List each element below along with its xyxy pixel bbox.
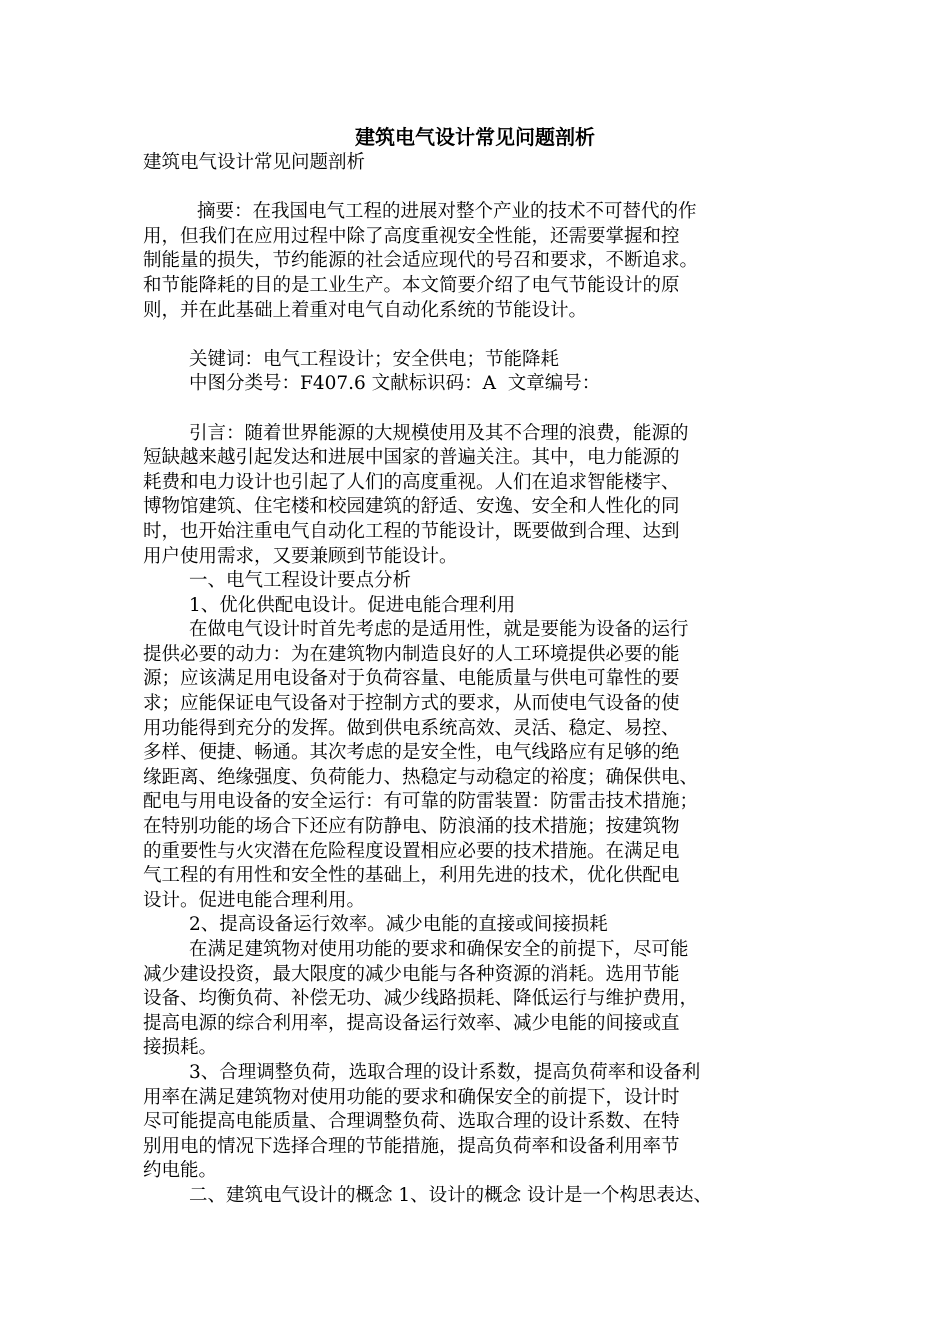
intro-line: 时，也开始注重电气自动化工程的节能设计，既要做到合理、达到 [143, 520, 680, 542]
point2-line: 在满足建筑物对使用功能的要求和确保安全的前提下，尽可能 [189, 939, 689, 960]
keywords-line: 关键词：电气工程设计；安全供电；节能降耗 [189, 348, 560, 370]
point1-line: 求；应能保证电气设备对于控制方式的要求，从而使电气设备的使 [143, 693, 680, 715]
abstract-line: 制能量的损失，节约能源的社会适应现代的号召和要求，不断追求。 [143, 250, 699, 272]
point3-paragraph [143, 1061, 818, 1184]
section1-heading: 一、电气工程设计要点分析 [189, 570, 412, 592]
abstract-line: 用，但我们在应用过程中除了高度重视安全性能，还需要掌握和控 [143, 225, 680, 247]
point2-line: 设备、均衡负荷、补偿无功、减少线路损耗、降低运行与维护费用， [143, 988, 699, 1010]
intro-line: 博物馆建筑、住宅楼和校园建筑的舒适、安逸、安全和人性化的同 [143, 496, 680, 518]
point1-line: 源；应该满足用电设备对于负荷容量、电能质量与供电可靠性的要 [143, 668, 680, 690]
point1-line: 在做电气设计时首先考虑的是适用性，就是要能为设备的运行 [189, 619, 689, 641]
abstract-line: 和节能降耗的目的是工业生产。本文简要介绍了电气节能设计的原 [143, 274, 680, 296]
blank-line [143, 397, 818, 422]
point3-line: 用率在满足建筑物对使用功能的要求和确保安全的前提下，设计时 [143, 1086, 680, 1108]
abstract-paragraph [143, 200, 818, 323]
point3-line: 别用电的情况下选择合理的节能措施，提高负荷率和设备利用率节 [143, 1135, 680, 1157]
intro-paragraph [143, 422, 818, 570]
blank-line [143, 176, 818, 201]
point3-line: 尽可能提高电能质量、合理调整负荷、选取合理的设计系数、在特 [143, 1111, 680, 1133]
point2-paragraph [143, 938, 818, 1061]
point1-line: 设计。促进电能合理利用。 [143, 889, 366, 911]
point2-line: 接损耗。 [143, 1037, 218, 1059]
point2-line: 减少建设投资，最大限度的减少电能与各种资源的消耗。选用节能 [143, 963, 680, 985]
point3-line: 3、合理调整负荷，选取合理的设计系数，提高负荷率和设备利 [189, 1061, 701, 1083]
point2-line: 提高电源的综合利用率，提高设备运行效率、减少电能的间接或直 [143, 1012, 680, 1034]
point1-line: 气工程的有用性和安全性的基础上，利用先进的技术，优化供配电 [143, 865, 680, 887]
point2-heading: 2、提高设备运行效率。减少电能的直接或间接损耗 [189, 914, 608, 936]
document-subtitle: 建筑电气设计常见问题剖析 [143, 152, 366, 173]
point1-line: 在特别功能的场合下还应有防静电、防浪涌的技术措施；按建筑物 [143, 816, 680, 838]
point1-line: 配电与用电设备的安全运行：有可靠的防雷装置：防雷击技术措施； [143, 791, 699, 813]
abstract-line: 则，并在此基础上着重对电气自动化系统的节能设计。 [143, 299, 588, 321]
section2-line: 二、建筑电气设计的概念 1、设计的概念 设计是一个构思表达、 [189, 1184, 713, 1206]
document-title: 建筑电气设计常见问题剖析 [355, 125, 595, 149]
point1-paragraph [143, 618, 818, 913]
point1-line: 多样、便捷、畅通。其次考虑的是安全性，电气线路应有足够的绝 [143, 742, 680, 764]
document-body [143, 151, 818, 1209]
point1-line: 用功能得到充分的发挥。做到供电系统高效、灵活、稳定、易控、 [143, 717, 680, 739]
abstract-line: 摘要：在我国电气工程的进展对整个产业的技术不可替代的作 [197, 201, 697, 223]
point3-line: 约电能。 [143, 1160, 218, 1182]
intro-line: 耗费和电力设计也引起了人们的高度重视。人们在追求智能楼宇、 [143, 471, 680, 493]
intro-line: 短缺越来越引起发达和进展中国家的普遍关注。其中，电力能源的 [143, 447, 680, 469]
point1-line: 缘距离、绝缘强度、负荷能力、热稳定与动稳定的裕度；确保供电、 [143, 766, 699, 788]
blank-line [143, 323, 818, 348]
point1-line: 的重要性与火灾潜在危险程度设置相应必要的技术措施。在满足电 [143, 840, 680, 862]
point1-line: 提供必要的动力：为在建筑物内制造良好的人工环境提供必要的能 [143, 643, 680, 665]
classification-line: 中图分类号：F407.6 文献标识码：A 文章编号： [189, 373, 601, 395]
intro-line: 引言：随着世界能源的大规模使用及其不合理的浪费，能源的 [189, 422, 689, 444]
point1-heading: 1、优化供配电设计。促进电能合理利用 [189, 594, 516, 616]
intro-line: 用户使用需求，又要兼顾到节能设计。 [143, 545, 458, 567]
